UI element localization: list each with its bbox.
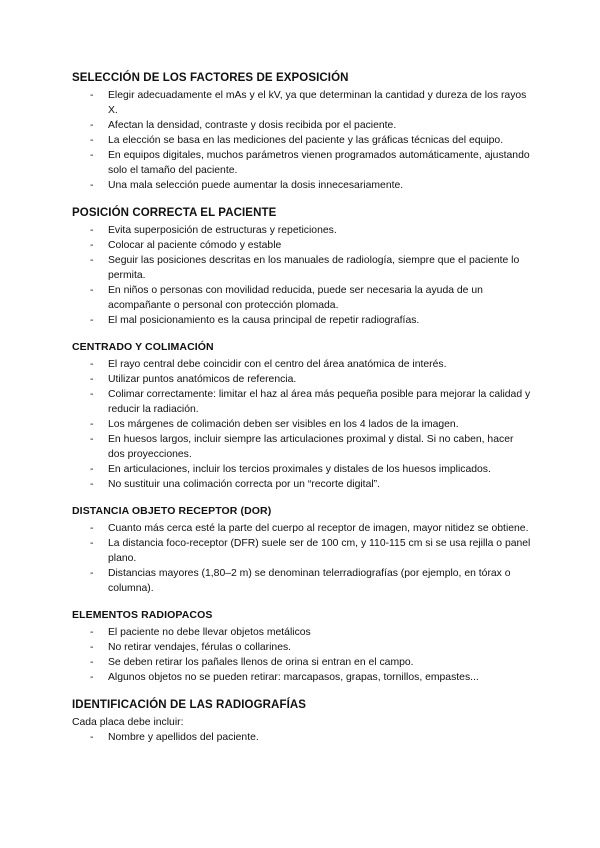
list-item: - Afectan la densidad, contraste y dosis recibida por el paciente. — [90, 120, 397, 131]
section-radiograph-identification — [72, 697, 532, 745]
bullet-dash: - — [90, 538, 94, 549]
list-item: - Colimar correctamente: limitar el haz al área más pequeña posible para mejorar la calidad y reducir la radiación. — [90, 389, 531, 415]
section-title: IDENTIFICACIÓN DE LAS RADIOGRAFÍAS — [72, 699, 307, 711]
bullet-dash: - — [90, 479, 94, 490]
list-item: - El mal posicionamiento es la causa principal de repetir radiografías. — [90, 315, 420, 326]
bullet-dash: - — [90, 374, 94, 385]
section-patient-position — [72, 205, 532, 328]
list-item: - Colocar al paciente cómodo y estable — [90, 240, 282, 251]
bullet-dash: - — [90, 225, 94, 236]
bullet-dash: - — [90, 359, 94, 370]
bullet-dash: - — [90, 240, 94, 251]
list-item: - Algunos objetos no se pueden retirar: marcapasos, grapas, tornillos, empastes... — [90, 672, 479, 683]
bullet-dash: - — [90, 672, 94, 683]
list-item: - La distancia foco-receptor (DFR) suele ser de 100 cm, y 110-115 cm si se usa rejilla o panel plano. — [90, 538, 531, 564]
bullet-list — [72, 357, 532, 492]
bullet-list — [72, 730, 532, 745]
bullet-dash: - — [90, 627, 94, 638]
bullet-dash: - — [90, 434, 94, 445]
bullet-dash: - — [90, 642, 94, 653]
section-title: DISTANCIA OBJETO RECEPTOR (DOR) — [72, 505, 272, 517]
section-object-receptor-distance — [72, 504, 532, 596]
list-item: - En huesos largos, incluir siempre las articulaciones proximal y distal. Si no caben, hacer dos proyecciones. — [90, 434, 514, 460]
bullet-dash: - — [90, 150, 94, 161]
bullet-dash: - — [90, 255, 94, 266]
bullet-dash: - — [90, 568, 94, 579]
list-item: - No retirar vendajes, férulas o collarines. — [90, 642, 292, 653]
list-item: - Los márgenes de colimación deben ser visibles en los 4 lados de la imagen. — [90, 419, 459, 430]
list-item: - El rayo central debe coincidir con el centro del área anatómica de interés. — [90, 359, 447, 370]
list-item: - Cuanto más cerca esté la parte del cuerpo al receptor de imagen, mayor nitidez se obtiene. — [90, 523, 529, 534]
bullet-dash: - — [90, 732, 94, 743]
bullet-dash: - — [90, 135, 94, 146]
section-exposure-factors — [72, 70, 532, 193]
bullet-dash: - — [90, 315, 94, 326]
bullet-dash: - — [90, 180, 94, 191]
list-item: - El paciente no debe llevar objetos metálicos — [90, 627, 311, 638]
bullet-dash: - — [90, 285, 94, 296]
list-item: - Se deben retirar los pañales llenos de orina si entran en el campo. — [90, 657, 414, 668]
list-item: - Elegir adecuadamente el mAs y el kV, ya que determinan la cantidad y dureza de los rayos X. — [90, 90, 527, 116]
list-item: - No sustituir una colimación correcta por un “recorte digital”. — [90, 479, 381, 490]
section-intro: Cada placa debe incluir: — [72, 717, 184, 728]
list-item: - La elección se basa en las mediciones del paciente y las gráficas técnicas del equipo. — [90, 135, 504, 146]
list-item: - En niños o personas con movilidad reducida, puede ser necesaria la ayuda de un acompañante o personal con protección plomada. — [90, 285, 483, 311]
list-item: - Utilizar puntos anatómicos de referencia. — [90, 374, 297, 385]
bullet-dash: - — [90, 523, 94, 534]
bullet-list — [72, 625, 532, 685]
bullet-dash: - — [90, 464, 94, 475]
section-radiopaque-elements — [72, 608, 532, 685]
bullet-dash: - — [90, 419, 94, 430]
bullet-dash: - — [90, 657, 94, 668]
list-item: - Una mala selección puede aumentar la dosis innecesariamente. — [90, 180, 404, 191]
bullet-dash: - — [90, 90, 94, 101]
section-title: SELECCIÓN DE LOS FACTORES DE EXPOSICIÓN — [72, 72, 349, 84]
bullet-list — [72, 521, 532, 596]
section-title: POSICIÓN CORRECTA EL PACIENTE — [72, 207, 277, 219]
bullet-dash: - — [90, 120, 94, 131]
list-item: - Distancias mayores (1,80–2 m) se denominan telerradiografías (por ejemplo, en tórax o columna). — [90, 568, 511, 594]
section-title: ELEMENTOS RADIOPACOS — [72, 609, 213, 621]
list-item: - En equipos digitales, muchos parámetros vienen programados automáticamente, ajustando solo el tamaño del paciente. — [90, 150, 530, 176]
bullet-list — [72, 88, 532, 193]
bullet-list — [72, 223, 532, 328]
list-item: - En articulaciones, incluir los tercios proximales y distales de los huesos implicados. — [90, 464, 491, 475]
list-item: - Nombre y apellidos del paciente. — [90, 732, 259, 743]
section-title: CENTRADO Y COLIMACIÓN — [72, 341, 214, 353]
list-item: - Seguir las posiciones descritas en los manuales de radiología, siempre que el paciente lo permita. — [90, 255, 520, 281]
document-content — [72, 70, 532, 757]
section-centering-collimation — [72, 340, 532, 492]
list-item: - Evita superposición de estructuras y repeticiones. — [90, 225, 337, 236]
bullet-dash: - — [90, 389, 94, 400]
